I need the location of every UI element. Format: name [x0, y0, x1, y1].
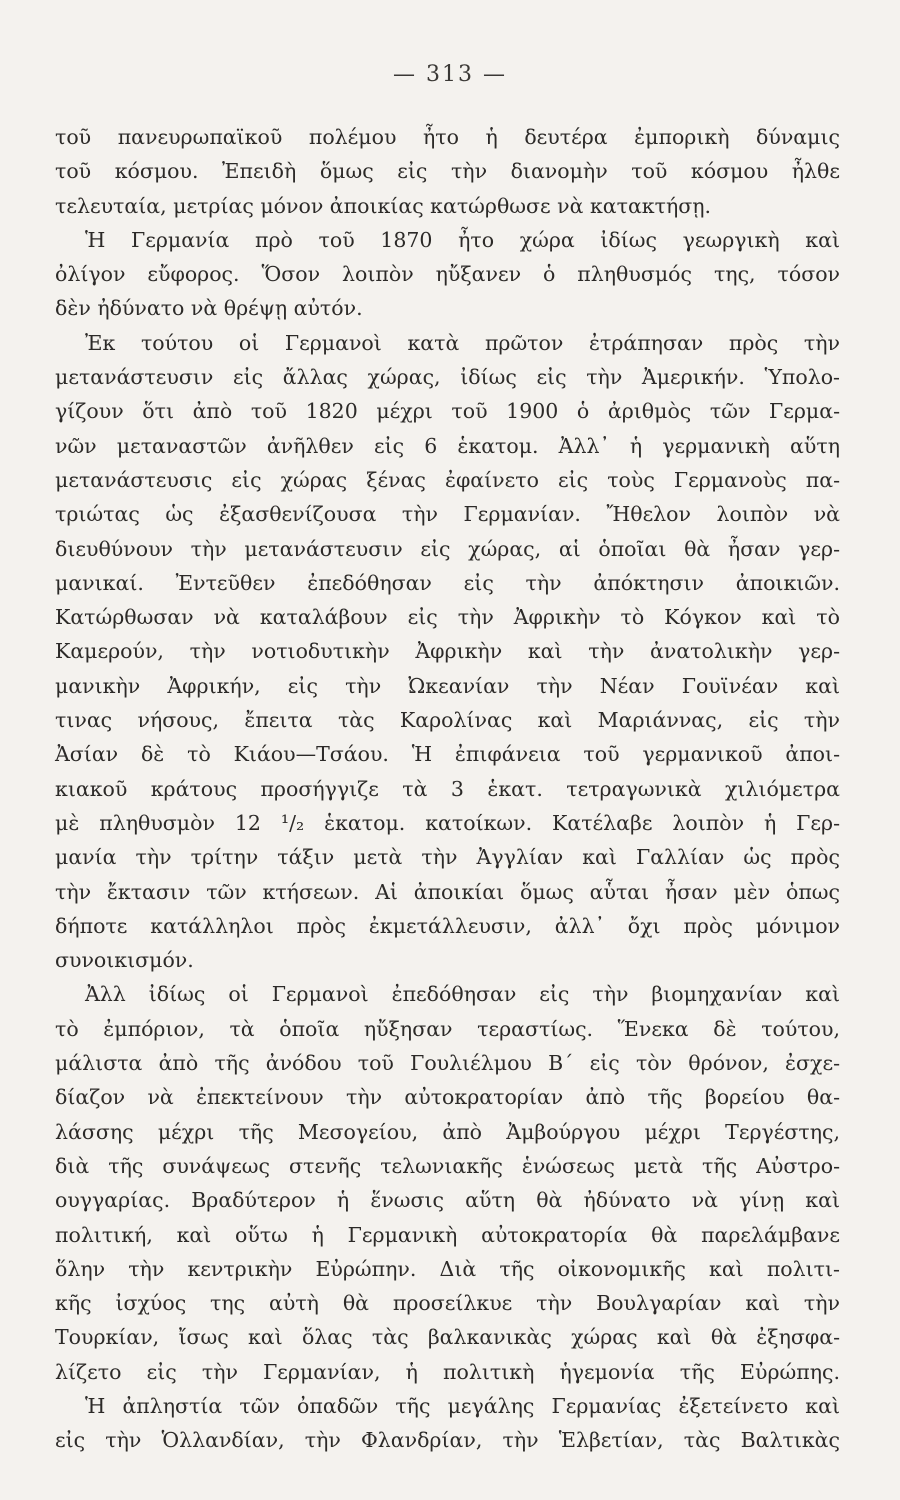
- text-line: Ἡ ἀπληστία τῶν ὀπαδῶν τῆς μεγάλης Γερμανίας ἐξετείνετο καὶ: [85, 1393, 840, 1418]
- text-line: συνοικισμόν.: [55, 948, 194, 973]
- text-line: τοῦ πανευρωπαϊκοῦ πολέμου ἦτο ἡ δευτέρα ἐμπορικὴ δύναμις: [55, 125, 840, 149]
- text-line: μανικὴν Ἀφρικήν, εἰς τὴν Ὠκεανίαν τὴν Νέαν Γουϊνέαν καὶ: [55, 673, 840, 698]
- text-line: μανία τὴν τρίτην τάξιν μετὰ τὴν Ἀγγλίαν καὶ Γαλλίαν ὡς πρὸς: [55, 845, 840, 870]
- text-line: Ἡ Γερμανία πρὸ τοῦ 1870 ἦτο χώρα ἰδίως γεωργικὴ καὶ: [85, 227, 840, 252]
- text-line: νῶν μεταναστῶν ἀνῆλθεν εἰς 6 ἑκατομ. Ἀλλ᾽ ἡ γερμανικὴ αὕτη: [55, 433, 840, 458]
- text-line: πολιτική, καὶ οὕτω ἡ Γερμανικὴ αὐτοκρατορία θὰ παρελάμβανε: [55, 1222, 840, 1247]
- text-line: ουγγαρίας. Βραδύτερον ἡ ἕνωσις αὕτη θὰ ἠδύνατο νὰ γίνῃ καὶ: [55, 1188, 840, 1213]
- text-line: λάσσης μέχρι τῆς Μεσογείου, ἀπὸ Ἀμβούργου μέχρι Τεργέστης,: [55, 1119, 840, 1144]
- text-line: μανικαί. Ἐντεῦθεν ἐπεδόθησαν εἰς τὴν ἀπόκτησιν ἀποικιῶν.: [55, 570, 840, 595]
- text-line: δίαζον νὰ ἐπεκτείνουν τὴν αὐτοκρατορίαν ἀπὸ τῆς βορείου θα-: [55, 1085, 840, 1110]
- text-line: Ἀλλ ἰδίως οἱ Γερμανοὶ ἐπεδόθησαν εἰς τὴν βιομηχανίαν καὶ: [85, 982, 840, 1007]
- text-line: τὴν ἔκτασιν τῶν κτήσεων. Αἱ ἀποικίαι ὅμως αὗται ἦσαν μὲν ὁπως: [55, 879, 840, 904]
- text-line: τελευταία, μετρίας μόνον ἀποικίας κατώρθωσε νὰ κατακτήσῃ.: [55, 193, 712, 218]
- text-line: Κατώρθωσαν νὰ καταλάβουν εἰς τὴν Ἀφρικὴν τὸ Κόγκον καὶ τὸ: [55, 605, 840, 630]
- text-line: μὲ πληθυσμὸν 12 ¹/₂ ἑκατομ. κατοίκων. Κατέλαβε λοιπὸν ἡ Γερ-: [55, 810, 840, 835]
- text-line: Καμερούν, τὴν νοτιοδυτικὴν Ἀφρικὴν καὶ τὴν ἀνατολικὴν γερ-: [55, 639, 840, 664]
- text-line: τὸ ἐμπόριον, τὰ ὁποῖα ηὔξησαν τεραστίως. Ἕνεκα δὲ τούτου,: [55, 1016, 840, 1041]
- text-line: εἰς τὴν Ὁλλανδίαν, τὴν Φλανδρίαν, τὴν Ἑλβετίαν, τὰς Βαλτικὰς: [55, 1428, 840, 1453]
- text-line: γίζουν ὅτι ἀπὸ τοῦ 1820 μέχρι τοῦ 1900 ὁ ἀριθμὸς τῶν Γερμα-: [55, 399, 840, 424]
- text-line: κιακοῦ κράτους προσήγγιζε τὰ 3 ἑκατ. τετραγωνικὰ χιλιόμετρα: [55, 776, 840, 801]
- text-line: ὀλίγον εὔφορος. Ὅσον λοιπὸν ηὔξανεν ὁ πληθυσμός της, τόσον: [55, 262, 840, 287]
- text-line: μετανάστευσις εἰς χώρας ξένας ἐφαίνετο εἰς τοὺς Γερμανοὺς πα-: [55, 467, 840, 492]
- text-line: διὰ τῆς συνάψεως στενῆς τελωνιακῆς ἑνώσεως μετὰ τῆς Αὐστρο-: [55, 1153, 840, 1178]
- text-line: δὲν ἠδύνατο νὰ θρέψῃ αὐτόν.: [55, 296, 363, 321]
- text-line: μάλιστα ἀπὸ τῆς ἀνόδου τοῦ Γουλιέλμου Β´ εἰς τὸν θρόνον, ἐσχε-: [55, 1051, 840, 1076]
- text-line: τοῦ κόσμου. Ἐπειδὴ ὅμως εἰς τὴν διανομὴν τοῦ κόσμου ἦλθε: [55, 159, 840, 184]
- text-line: τινας νήσους, ἔπειτα τὰς Καρολίνας καὶ Μαριάννας, εἰς τὴν: [55, 708, 840, 733]
- text-line: κῆς ἰσχύος της αὐτὴ θὰ προσείλκυε τὴν Βουλγαρίαν καὶ τὴν: [55, 1291, 840, 1316]
- text-line: τριώτας ὡς ἐξασθενίζουσα τὴν Γερμανίαν. Ἤθελον λοιπὸν νὰ: [55, 502, 840, 527]
- text-line: μετανάστευσιν εἰς ἄλλας χώρας, ἰδίως εἰς τὴν Ἀμερικήν. Ὑπολο-: [55, 365, 840, 390]
- text-line: διευθύνουν τὴν μετανάστευσιν εἰς χώρας, αἱ ὁποῖαι θὰ ἦσαν γερ-: [55, 536, 840, 561]
- text-line: λίζετο εἰς τὴν Γερμανίαν, ἡ πολιτικὴ ἡγεμονία τῆς Εὐρώπης.: [55, 1359, 840, 1384]
- text-line: Ἐκ τούτου οἱ Γερμανοὶ κατὰ πρῶτον ἐτράπησαν πρὸς τὴν: [85, 330, 840, 355]
- body-text: [55, 120, 840, 1458]
- text-line: δήποτε κατάλληλοι πρὸς ἐκμετάλλευσιν, ἀλλ᾽ ὄχι πρὸς μόνιμον: [55, 913, 840, 938]
- page-number: — 313 —: [393, 62, 507, 87]
- text-line: Τουρκίαν, ἴσως καὶ ὅλας τὰς βαλκανικὰς χώρας καὶ θὰ ἐξησφα-: [55, 1325, 840, 1350]
- text-line: Ἀσίαν δὲ τὸ Κιάου—Τσάου. Ἡ ἐπιφάνεια τοῦ γερμανικοῦ ἀποι-: [55, 742, 840, 767]
- text-line: ὅλην τὴν κεντρικὴν Εὐρώπην. Διὰ τῆς οἰκονομικῆς καὶ πολιτι-: [55, 1256, 840, 1281]
